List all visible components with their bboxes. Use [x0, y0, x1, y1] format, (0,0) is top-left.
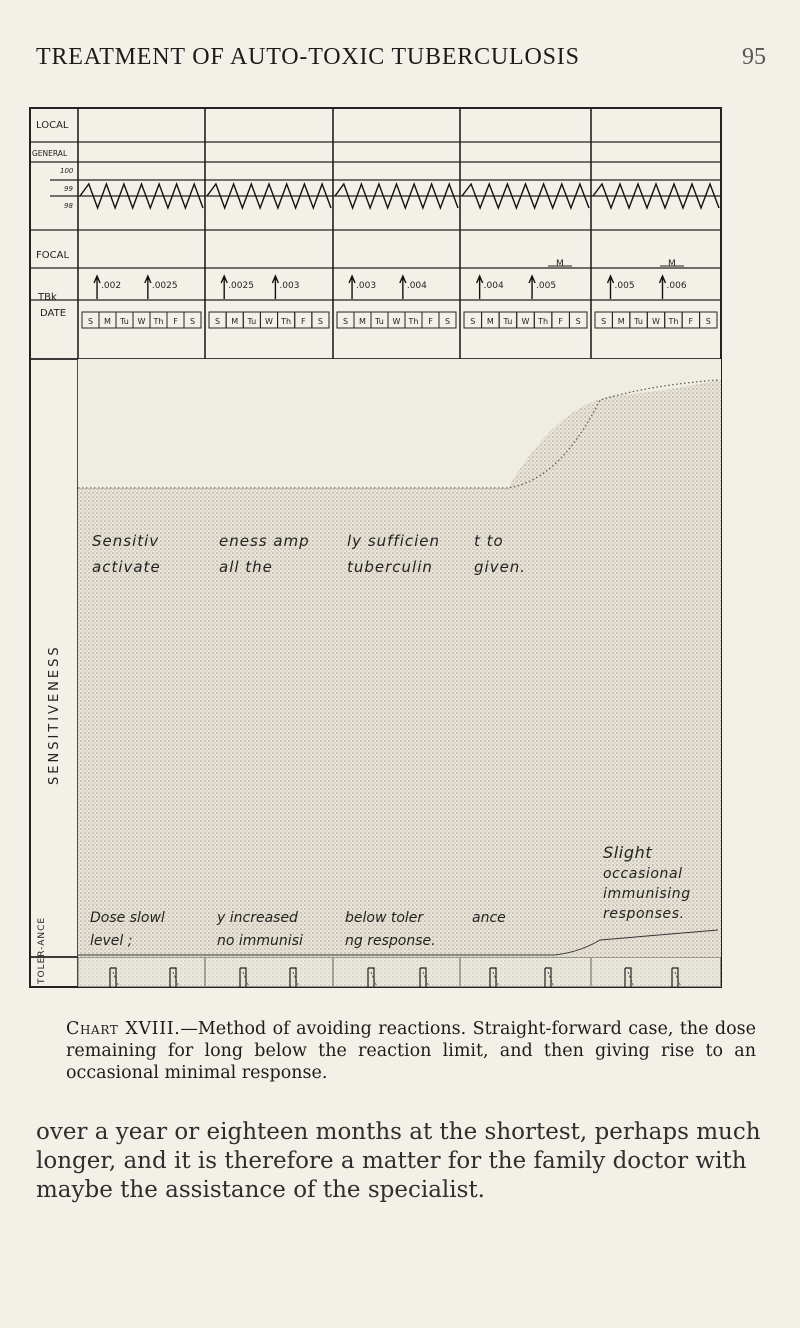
dose-value: .004: [406, 281, 427, 291]
date-letter: F: [428, 317, 433, 326]
row-labels: [32, 120, 74, 985]
date-letter: S: [470, 317, 476, 326]
dose-arrow: [94, 276, 100, 299]
note-last-column: occasional: [603, 866, 683, 882]
date-letter: S: [575, 317, 581, 326]
date-letter: M: [231, 317, 239, 326]
tuberculin-doses: [94, 276, 687, 299]
note-bottom-line1: Dose slowl: [90, 910, 165, 926]
running-title: TREATMENT OF AUTO-TOXIC TUBERCULOSIS: [36, 44, 580, 70]
note-top-line2: tuberculin: [347, 558, 433, 576]
date-letter: W: [265, 317, 273, 326]
note-bottom-line1: y increased: [217, 910, 298, 926]
note-top-line1: Sensitiv: [92, 532, 160, 550]
dose-arrow: [660, 276, 666, 299]
note-top-line1: eness amp: [219, 532, 310, 550]
focal-mark: M: [556, 259, 564, 269]
dose-arrow: [145, 276, 151, 299]
date-letter: S: [342, 317, 349, 326]
note-top-line1: ly sufficien: [347, 532, 441, 550]
date-row: [82, 312, 717, 328]
date-letter: S: [189, 317, 196, 326]
date-letter: S: [444, 317, 451, 326]
dose-value: .003: [356, 281, 377, 291]
chart-caption: [66, 1018, 756, 1084]
dose-arrow: [272, 276, 278, 299]
dose-arrow: [477, 276, 483, 299]
label-98: 98: [64, 202, 73, 210]
focal-mark: M: [668, 259, 676, 269]
date-letter: S: [87, 317, 94, 326]
date-letter: F: [558, 317, 563, 326]
note-last-column: responses.: [603, 906, 685, 922]
label-100: 100: [60, 167, 74, 175]
dose-value: .005: [614, 281, 635, 291]
date-letter: M: [617, 317, 625, 326]
note-bottom-line1: ance: [472, 910, 506, 926]
date-letter: W: [137, 317, 146, 326]
label-99: 99: [64, 185, 73, 193]
caption-text: —Method of avoiding reactions. Straight-forward case, the dose remaining for long below the reaction limit, and then giving rise to an occasional minimal response.: [66, 1019, 756, 1083]
dose-value: .002: [101, 281, 122, 291]
date-letter: Tu: [120, 317, 129, 326]
dose-value: .006: [666, 281, 687, 291]
date-letter: F: [688, 317, 694, 326]
dose-arrow: [349, 276, 355, 299]
date-letter: Tu: [375, 317, 384, 326]
date-letter: Th: [153, 317, 164, 326]
note-top-line1: t to: [474, 532, 504, 550]
date-letter: Th: [281, 317, 292, 326]
label-sensitiveness: SENSITIVENESS: [47, 644, 62, 785]
note-last-column: immunising: [603, 886, 691, 902]
note-last-column: Slight: [603, 843, 653, 862]
date-letter: Tu: [503, 317, 513, 326]
date-letter: Tu: [247, 317, 257, 326]
label-local: LOCAL: [36, 120, 69, 131]
date-letter: Th: [668, 317, 679, 326]
date-letter: S: [705, 317, 711, 326]
date-letter: S: [601, 317, 607, 326]
dose-value: .0025: [228, 281, 254, 291]
label-date: DATE: [40, 308, 67, 319]
date-letter: W: [392, 317, 401, 326]
dose-value: .004: [483, 281, 504, 291]
note-bottom-line2: no immunisi: [217, 933, 303, 949]
date-letter: F: [173, 317, 178, 326]
date-letter: F: [300, 317, 306, 326]
dose-arrow: [221, 276, 227, 299]
label-general: GENERAL: [32, 149, 68, 158]
dose-value: .005: [536, 281, 557, 291]
label-focal: FOCAL: [36, 250, 70, 261]
date-letter: Th: [538, 317, 549, 326]
page-number: 95: [742, 44, 766, 70]
date-letter: M: [486, 317, 494, 326]
dose-value: .0025: [151, 281, 178, 291]
dose-value: .003: [279, 281, 300, 291]
body-paragraph: over a year or eighteen months at the shortest, perhaps much longer, and it is therefore a matter for the family doctor with maybe the assistance of the specialist.: [36, 1119, 761, 1203]
note-bottom-line2: ng response.: [345, 933, 436, 949]
date-letter: W: [652, 317, 660, 326]
date-letter: M: [104, 317, 111, 326]
caption-label: Chart XVIII.: [66, 1019, 181, 1039]
dose-arrow: [400, 276, 406, 299]
note-top-line2: all the: [219, 558, 273, 576]
date-letter: Th: [408, 317, 419, 326]
note-bottom-line1: below toler: [345, 910, 424, 926]
date-letter: S: [215, 317, 221, 326]
label-tolerance: TOLER-ANCE: [37, 916, 47, 984]
note-bottom-line2: level ;: [90, 933, 133, 949]
dose-arrow: [529, 276, 535, 299]
date-letter: S: [317, 317, 323, 326]
note-top-line2: activate: [92, 558, 161, 576]
dose-arrow: [608, 276, 614, 299]
date-letter: W: [521, 317, 530, 326]
date-letter: M: [359, 317, 366, 326]
note-top-line2: given.: [474, 558, 527, 576]
date-letter: Tu: [634, 317, 643, 326]
label-tbk: TBk: [38, 292, 57, 303]
